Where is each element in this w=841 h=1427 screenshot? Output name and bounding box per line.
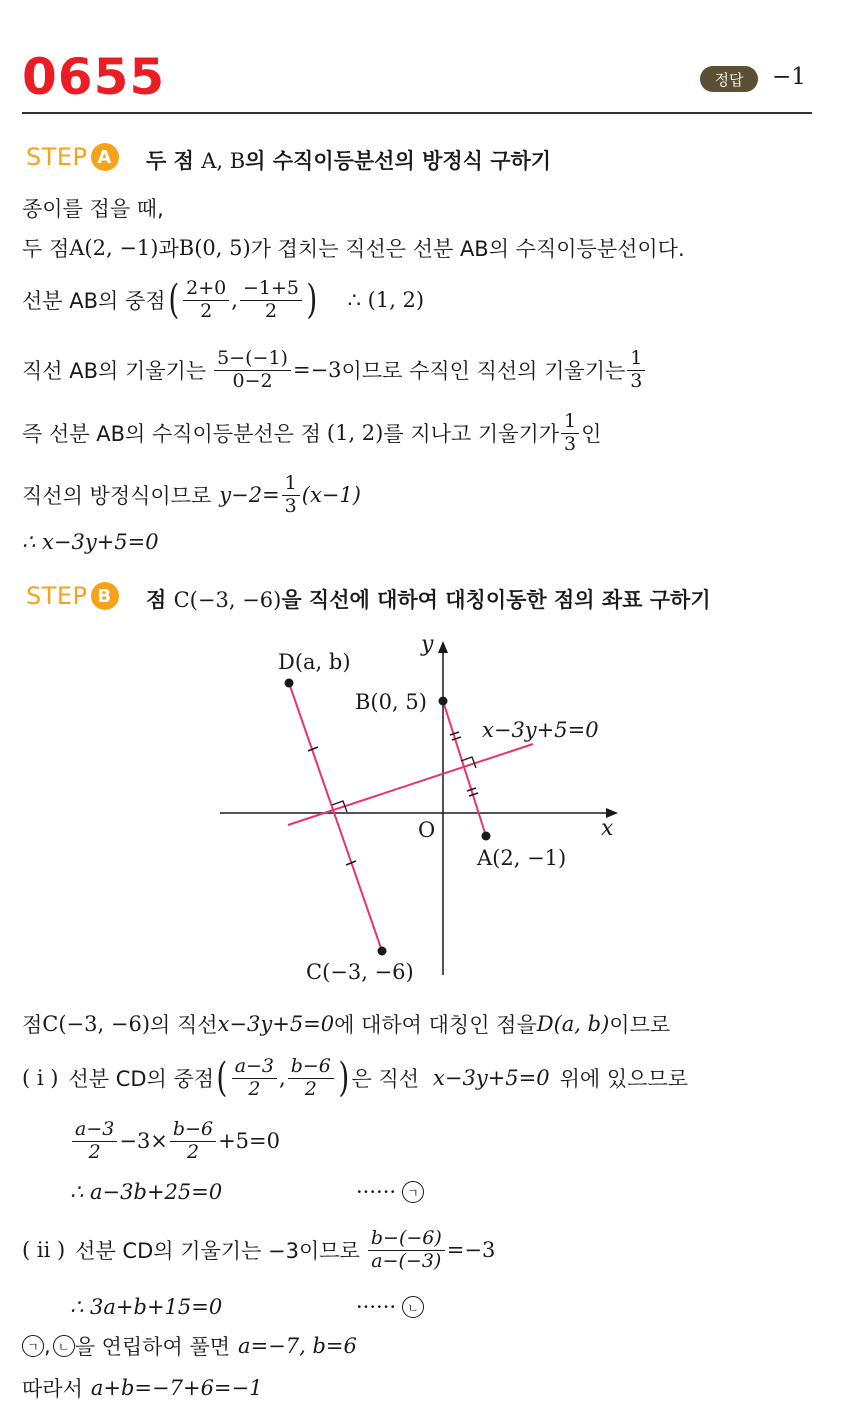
solution-case-i: ( i ) 선분 CD의 중점 ( $\frac{a-3}{2}$ , $\frac{b-6}{2}$ ) 은 직선 x−3y+5=0 위에 있으므로 <box>22 1054 689 1101</box>
solution-line1 <box>22 1004 670 1044</box>
line-equation: x−3y+5=0 <box>433 1066 550 1090</box>
solution-eq3 <box>70 1287 222 1327</box>
numerator: a−3 <box>232 1057 277 1079</box>
solution-eq1 <box>70 1117 280 1163</box>
label-line-equation: x−3y+5=0 <box>482 718 599 742</box>
coordinate-graph <box>0 625 841 1005</box>
paren-left: ( <box>216 1055 228 1101</box>
equation: ∴ x−3y+5=0 <box>22 530 159 554</box>
eq2-label <box>356 1172 424 1212</box>
text: 종이를 접을 때, <box>22 197 164 221</box>
point-b: B(0, 5) <box>178 236 251 260</box>
denominator: 3 <box>564 432 577 455</box>
numerator: −1+5 <box>240 279 302 301</box>
fraction <box>232 1054 277 1100</box>
equation: ∴ a−3b+25=0 <box>70 1180 223 1204</box>
fraction <box>240 276 302 322</box>
step-a-line3: 선분 AB의 중점 ( $\frac{2+0}{2}$ , $\frac{-1+5}{2}$ ) ∴ (1, 2) <box>22 276 425 323</box>
step-b-text: STEP <box>26 582 88 610</box>
slope-fraction <box>214 346 291 392</box>
circled-mark-1: ㄱ <box>402 1181 424 1203</box>
dots: ······ <box>356 1180 397 1204</box>
step-a-line4 <box>22 346 647 392</box>
point-d: D(a, b) <box>536 1012 610 1036</box>
case-label: ( ii ) <box>22 1238 66 1262</box>
text: 선분 CD의 기울기는 −3이므로 <box>75 1239 360 1263</box>
text: 이므로 수직인 직선의 기울기는 <box>341 359 626 383</box>
text: 두 점 <box>22 237 70 261</box>
segment-ab <box>443 701 486 836</box>
label-a: A(2, −1) <box>477 846 567 870</box>
label-b: B(0, 5) <box>355 690 427 714</box>
fraction <box>72 1117 117 1163</box>
step-a-title-pre: 두 점 <box>146 149 202 173</box>
numerator: 5−(−1) <box>214 349 291 371</box>
paren-left: ( <box>167 277 179 323</box>
numerator: 2+0 <box>183 279 229 301</box>
text: 점 <box>22 1013 43 1037</box>
solution-case-ii <box>22 1226 496 1272</box>
midpoint-result: ∴ (1, 2) <box>347 288 425 312</box>
step-b-title-pre: 점 <box>146 588 174 612</box>
equation-end: +5=0 <box>218 1129 280 1153</box>
slope-result: =−3 <box>292 358 342 382</box>
step-b-title <box>146 584 711 614</box>
numerator: a−3 <box>72 1120 117 1142</box>
text: 과 <box>158 237 179 261</box>
denominator: 3 <box>630 369 643 392</box>
operator: −3× <box>119 1129 168 1153</box>
equation-part: y−2= <box>219 483 280 507</box>
denominator: a−(−3) <box>371 1249 442 1272</box>
step-b-title-math: C(−3, −6) <box>173 588 282 612</box>
step-a-line5 <box>22 409 602 455</box>
label-y-axis: y <box>421 632 434 657</box>
text: 에 대하여 대칭인 점을 <box>334 1013 537 1037</box>
fraction <box>282 471 300 517</box>
tick-mark <box>452 737 461 740</box>
solution-solve <box>22 1326 357 1366</box>
point-b <box>439 697 448 706</box>
step-b-letter: B <box>91 582 119 610</box>
text: 이므로 <box>609 1013 671 1037</box>
perp-slope-fraction <box>627 346 645 392</box>
solution-final <box>22 1368 262 1408</box>
text: 선분 CD의 중점 <box>68 1067 215 1091</box>
text: 선분 AB의 중점 <box>22 289 166 313</box>
denominator: 2 <box>304 1077 317 1100</box>
label-x-axis: x <box>601 816 614 841</box>
denominator: 2 <box>88 1140 101 1163</box>
text: 즉 선분 AB의 수직이등분선은 점 <box>22 422 321 446</box>
step-a-label <box>26 143 119 171</box>
numerator: 1 <box>282 474 300 496</box>
point-c <box>378 947 387 956</box>
numerator: 1 <box>627 349 645 371</box>
final-equation: a+b=−7+6=−1 <box>90 1376 263 1400</box>
point-c: C(−3, −6) <box>42 1012 151 1036</box>
step-a-letter: A <box>91 143 119 171</box>
text: 위에 있으므로 <box>559 1067 689 1091</box>
circled-mark-2: ㄴ <box>53 1335 75 1357</box>
step-a-line6 <box>22 471 361 517</box>
equation: ∴ 3a+b+15=0 <box>70 1295 223 1319</box>
answer-value: −1 <box>772 64 806 90</box>
dots: ······ <box>356 1295 397 1319</box>
label-c: C(−3, −6) <box>306 960 414 984</box>
point: (1, 2) <box>326 421 384 445</box>
case-label: ( i ) <box>22 1066 59 1090</box>
text: 인 <box>581 422 602 446</box>
denominator: 0−2 <box>232 369 273 392</box>
fraction <box>288 1054 334 1100</box>
label-d: D(a, b) <box>278 650 351 674</box>
equation-part: (x−1) <box>301 483 361 507</box>
equation-end: =−3 <box>446 1238 496 1262</box>
point-d <box>285 679 294 688</box>
point-a: A(2, −1) <box>69 236 159 260</box>
numerator: b−(−6) <box>368 1229 445 1251</box>
comma: , <box>44 1334 51 1358</box>
numerator: 1 <box>561 412 579 434</box>
denominator: 2 <box>264 299 278 322</box>
text: 은 직선 <box>351 1067 420 1091</box>
circled-mark-2: ㄴ <box>402 1296 424 1318</box>
text: 를 지나고 기울기가 <box>383 422 560 446</box>
step-a-title <box>146 145 551 175</box>
label-origin: O <box>418 818 436 842</box>
slope-fraction <box>561 409 579 455</box>
y-axis-arrow <box>438 641 448 653</box>
eq3-label <box>356 1287 424 1327</box>
text: 가 겹치는 직선은 선분 AB의 수직이등분선이다. <box>250 237 685 261</box>
text: 을 연립하여 풀면 <box>74 1335 231 1359</box>
step-a-title-post: 의 수직이등분선의 방정식 구하기 <box>245 149 552 173</box>
text: 직선의 방정식이므로 <box>22 484 212 508</box>
step-a-line2 <box>22 228 685 268</box>
step-a-text: STEP <box>26 143 88 171</box>
step-a-title-math: A, B <box>201 149 246 173</box>
fraction <box>170 1117 216 1163</box>
paren-right: ) <box>338 1055 350 1101</box>
fraction <box>368 1226 445 1272</box>
text: 의 직선 <box>150 1013 218 1037</box>
segment-cd <box>289 683 382 951</box>
denominator: 2 <box>186 1140 200 1163</box>
text: 직선 AB의 기울기는 <box>22 359 207 383</box>
denominator: 2 <box>248 1077 261 1100</box>
step-b-title-post: 을 직선에 대하여 대칭이동한 점의 좌표 구하기 <box>281 588 711 612</box>
denominator: 2 <box>200 299 213 322</box>
point-a <box>482 832 491 841</box>
numerator: b−6 <box>170 1120 216 1142</box>
line-equation: x−3y+5=0 <box>217 1012 335 1036</box>
problem-number: 0655 <box>22 48 166 106</box>
solution-eq2 <box>70 1172 222 1212</box>
step-a-line1 <box>22 188 164 228</box>
answer-badge: 정답 <box>700 66 758 92</box>
solve-result: a=−7, b=6 <box>238 1334 357 1358</box>
fraction <box>183 276 229 322</box>
header-divider <box>22 112 812 114</box>
step-a-line7 <box>22 522 159 562</box>
circled-mark-1: ㄱ <box>22 1335 44 1357</box>
paren-right: ) <box>306 277 318 323</box>
step-b-label <box>26 582 119 610</box>
numerator: b−6 <box>288 1057 334 1079</box>
denominator: 3 <box>284 494 297 517</box>
text: 따라서 <box>22 1377 83 1401</box>
